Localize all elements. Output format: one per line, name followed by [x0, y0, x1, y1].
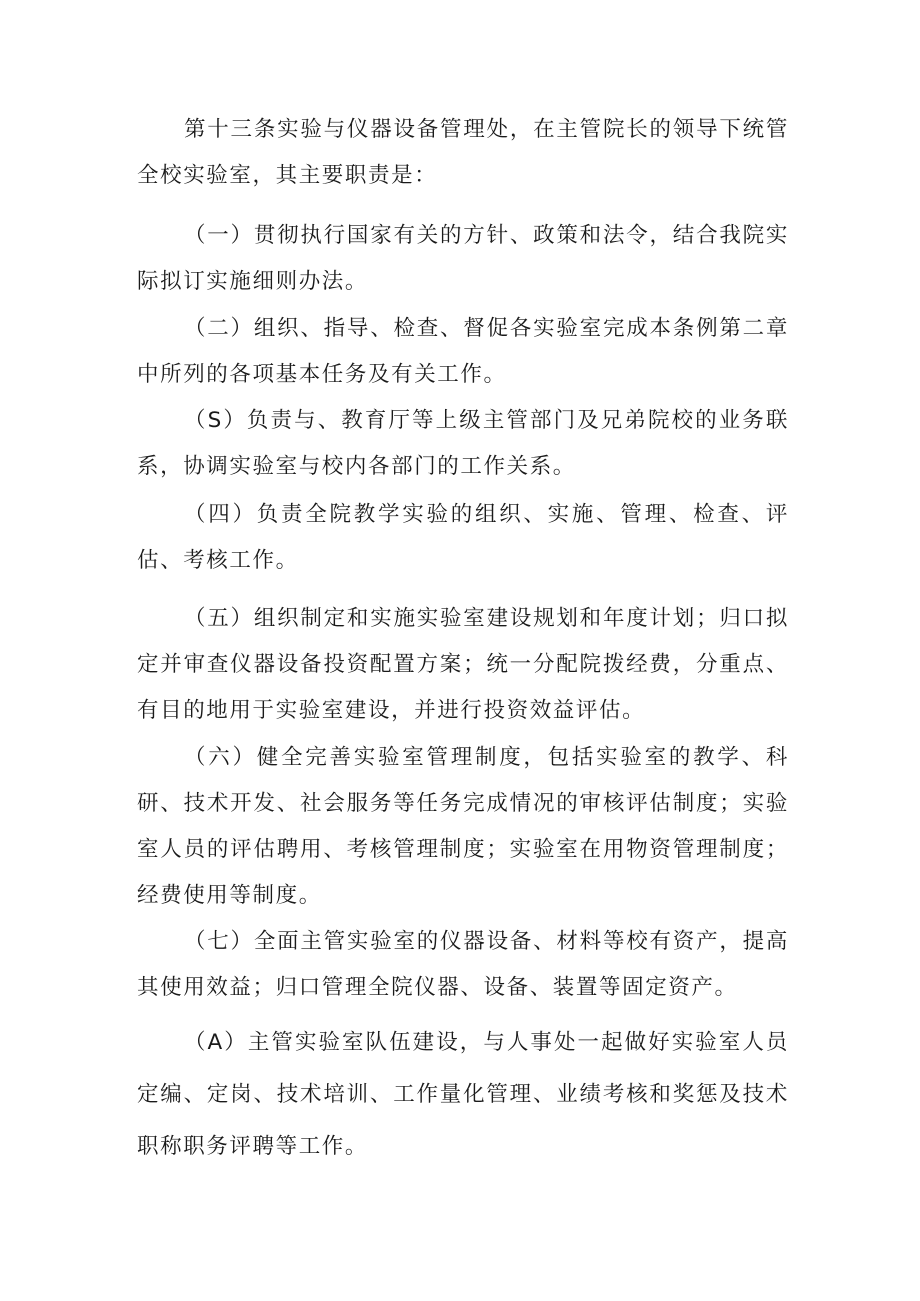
- paragraph-item-3: （S）负责与、教育厅等上级主管部门及兄弟院校的业务联系，协调实验室与校内各部门的工作关系。: [137, 408, 789, 479]
- paragraph-item-6: （六）健全完善实验室管理制度，包括实验室的教学、科研、技术开发、社会服务等任务完成情况的审核评估制度；实验室人员的评估聘用、考核管理制度；实验室在用物资管理制度；经费使用等制度。: [137, 745, 789, 908]
- paragraph-item-8: （A）主管实验室队伍建设，与人事处一起做好实验室人员定编、定岗、技术培训、工作量化管理、业绩考核和奖惩及技术职称职务评聘等工作。: [137, 1030, 789, 1159]
- paragraph-item-1: （一）贯彻执行国家有关的方针、政策和法令，结合我院实际拟订实施细则办法。: [137, 223, 789, 294]
- paragraph-item-2: （二）组织、指导、检查、督促各实验室完成本条例第二章中所列的各项基本任务及有关工作。: [137, 316, 789, 387]
- paragraph-article-13: 第十三条实验与仪器设备管理处，在主管院长的领导下统管全校实验室，其主要职责是：: [137, 117, 789, 188]
- paragraph-item-4: （四）负责全院教学实验的组织、实施、管理、检查、评估、考核工作。: [137, 502, 789, 573]
- paragraph-item-5: （五）组织制定和实施实验室建设规划和年度计划；归口拟定并审查仪器设备投资配置方案；统一分配院拨经费，分重点、有目的地用于实验室建设，并进行投资效益评估。: [137, 606, 789, 723]
- paragraph-item-7: （七）全面主管实验室的仪器设备、材料等校有资产，提高其使用效益；归口管理全院仪器、设备、装置等固定资产。: [137, 929, 789, 1000]
